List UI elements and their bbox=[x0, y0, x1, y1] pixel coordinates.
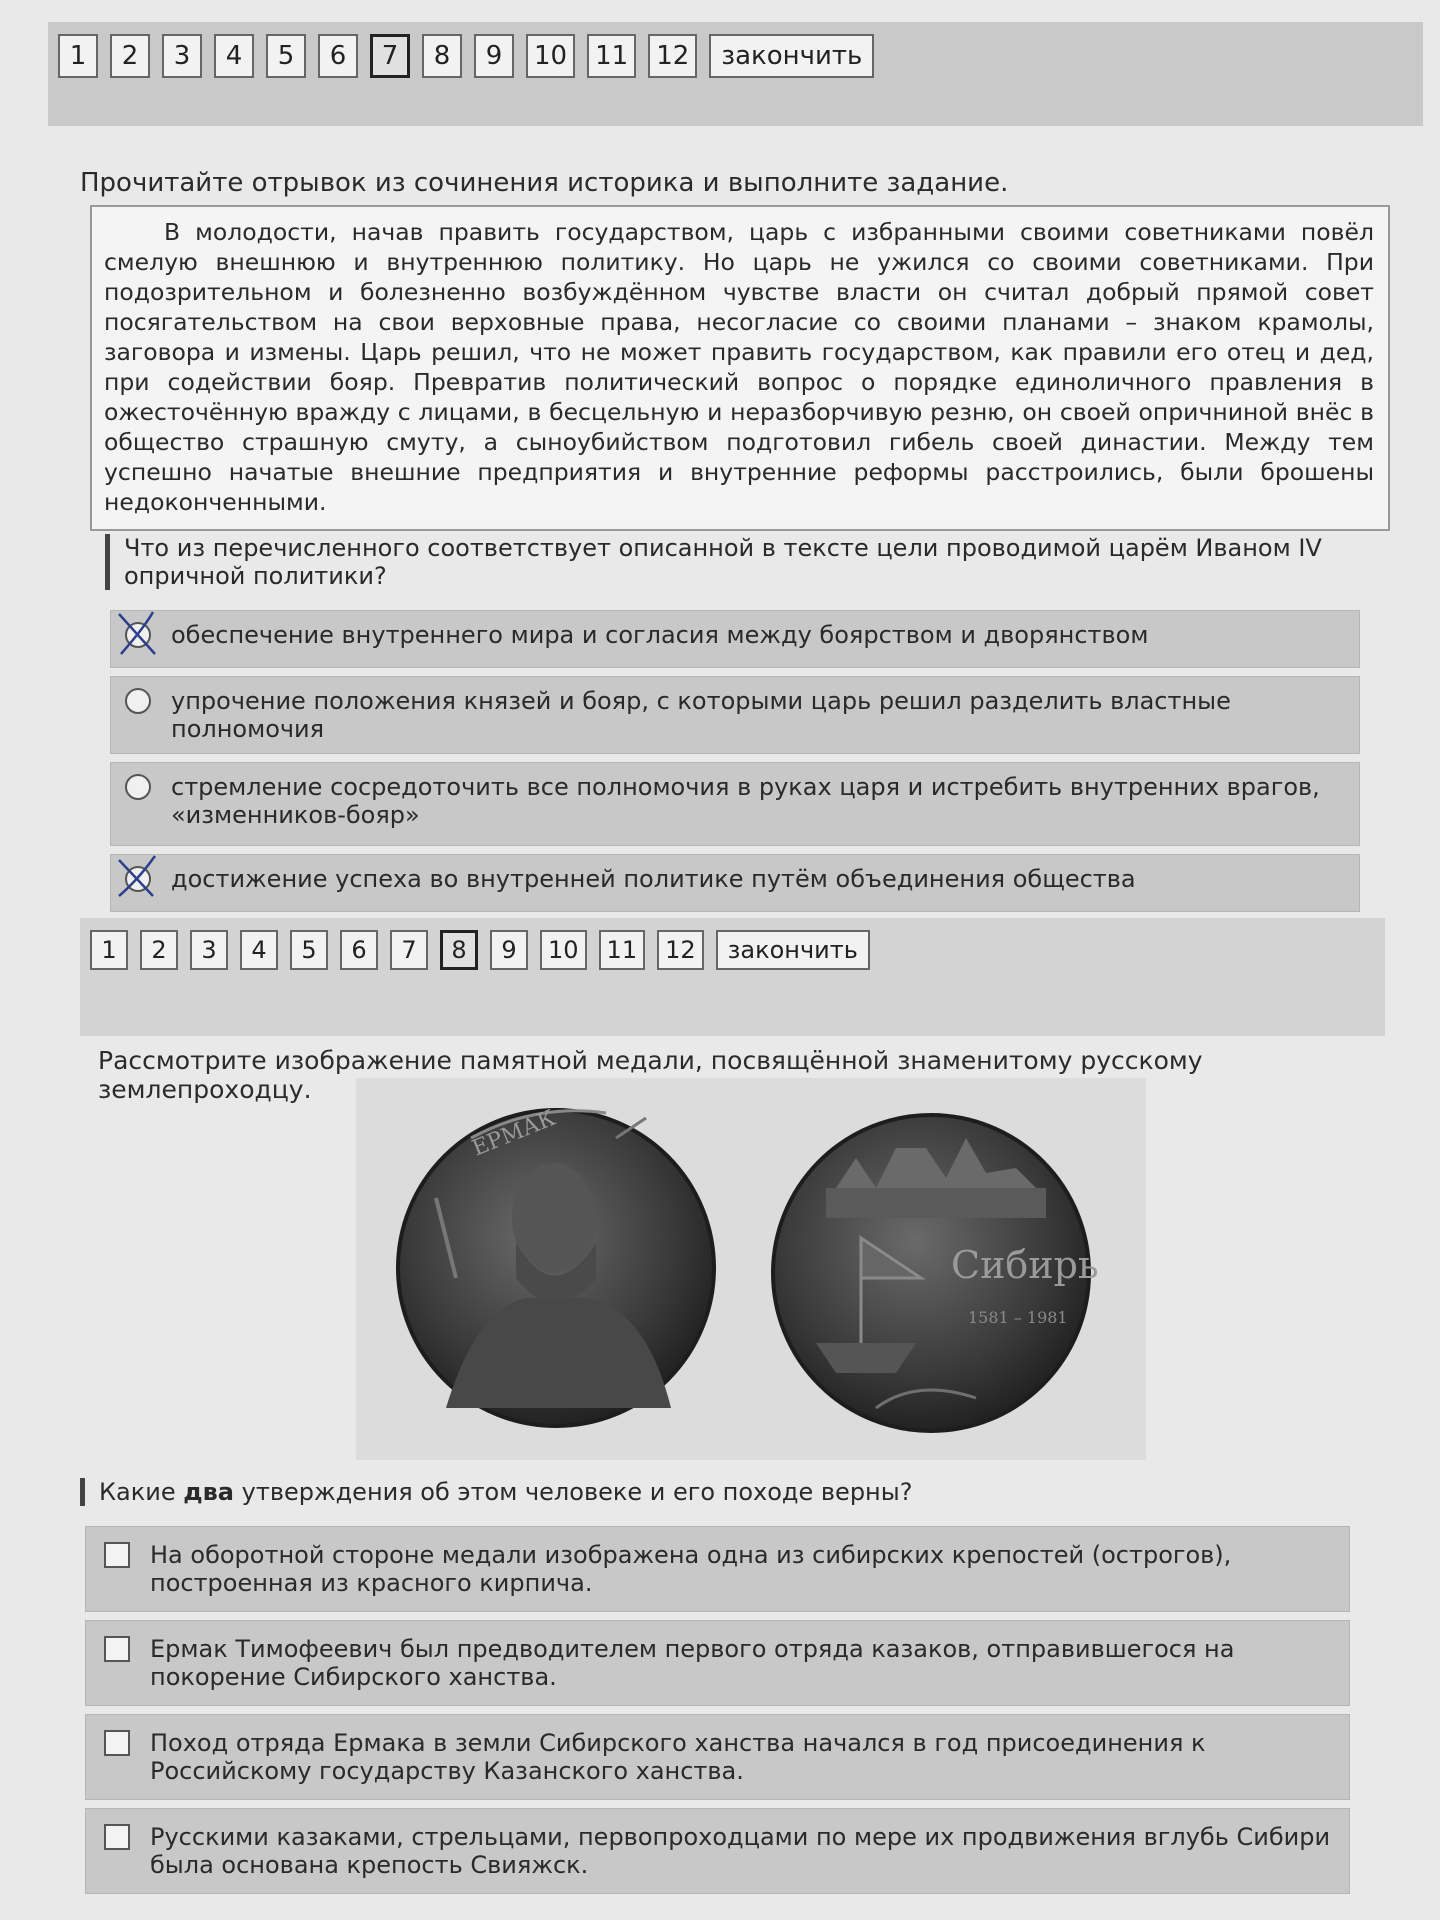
option-label: Поход отряда Ермака в земли Сибирского ханства начался в год присоединения к Российскому государству Казанского ханства. bbox=[150, 1729, 1206, 1785]
nav-question-4[interactable]: 4 bbox=[240, 930, 278, 970]
nav-question-5[interactable]: 5 bbox=[290, 930, 328, 970]
checkbox[interactable] bbox=[104, 1636, 132, 1664]
option-label: упрочение положения князей и бояр, с которыми царь решил разделить властные полномочия bbox=[171, 687, 1231, 743]
nav-question-9[interactable]: 9 bbox=[490, 930, 528, 970]
checkbox-square-icon bbox=[104, 1636, 130, 1662]
option-label: На оборотной стороне медали изображена одна из сибирских крепостей (острогов), построенная из красного кирпича. bbox=[150, 1541, 1232, 1597]
radio-button[interactable] bbox=[125, 688, 153, 716]
checkbox-option-2[interactable] bbox=[85, 1620, 1350, 1706]
nav-question-4[interactable]: 4 bbox=[214, 34, 254, 78]
nav-question-5[interactable]: 5 bbox=[266, 34, 306, 78]
medal-reverse-years: 1581 – 1981 bbox=[968, 1308, 1068, 1327]
nav-question-11[interactable]: 11 bbox=[599, 930, 646, 970]
option-label: стремление сосредоточить все полномочия в руках царя и истребить внутренних врагов, «изменников-бояр» bbox=[171, 773, 1320, 829]
radio-option-4[interactable] bbox=[110, 854, 1360, 912]
historian-passage: В молодости, начав править государством, царь с избранными своими советниками повёл смелую внешнюю и внутреннюю политику. Но царь не ужился со своими советниками. При подозрительном и болезненно возбуждённом чувстве власти он считал добрый прямой совет посягательством на свои верховные права, несогласие со своими планами – знаком крамолы, заговора и измены. Царь решил, что не может править государством, как правили его отец и дед, при содействии бояр. Превратив политический вопрос о порядке единоличного правления в ожесточённую вражду с лицами, в бесцельную и неразборчивую резню, он своей опричниной внёс в общество страшную смуту, а сыноубийством подготовил гибель своей династии. Между тем успешно начатые внешние предприятия и внутренние реформы расстроились, были брошены недоконченными. bbox=[90, 205, 1390, 531]
radio-circle-icon bbox=[125, 688, 151, 714]
pen-cross-mark-icon bbox=[115, 854, 159, 902]
radio-option-3[interactable] bbox=[110, 762, 1360, 846]
nav-question-2[interactable]: 2 bbox=[140, 930, 178, 970]
medal-reverse-inscription: Сибирь bbox=[951, 1243, 1099, 1287]
nav-question-9[interactable]: 9 bbox=[474, 34, 514, 78]
question-nav-middle bbox=[80, 918, 1385, 1036]
task1-options bbox=[110, 610, 1360, 912]
task2-question bbox=[80, 1478, 1380, 1506]
finish-button[interactable]: закончить bbox=[709, 34, 874, 78]
commemorative-medal-photo bbox=[356, 1078, 1146, 1460]
radio-option-2[interactable] bbox=[110, 676, 1360, 754]
task1-instruction: Прочитайте отрывок из сочинения историка и выполните задание. bbox=[80, 168, 1009, 198]
question-emphasis: два bbox=[183, 1478, 234, 1506]
option-label: Русскими казаками, стрельцами, первопроходцами по мере их продвижения вглубь Сибири была основана крепость Свияжск. bbox=[150, 1823, 1331, 1879]
nav-question-7-current[interactable]: 7 bbox=[370, 34, 410, 78]
question-text-end: утверждения об этом человеке и его походе верны? bbox=[234, 1478, 913, 1506]
option-label: достижение успеха во внутренней политике путём объединения общества bbox=[171, 865, 1136, 893]
medal-obverse bbox=[398, 1106, 714, 1426]
nav-question-6[interactable]: 6 bbox=[340, 930, 378, 970]
nav-question-1[interactable]: 1 bbox=[58, 34, 98, 78]
nav-question-8[interactable]: 8 bbox=[422, 34, 462, 78]
nav-question-3[interactable]: 3 bbox=[190, 930, 228, 970]
nav-question-12[interactable]: 12 bbox=[648, 34, 697, 78]
question-text-start: Какие bbox=[99, 1478, 184, 1506]
pen-cross-mark-icon bbox=[115, 610, 159, 658]
question-nav-row bbox=[58, 34, 1413, 78]
nav-question-8-current[interactable]: 8 bbox=[440, 930, 478, 970]
checkbox-square-icon bbox=[104, 1542, 130, 1568]
nav-question-11[interactable]: 11 bbox=[587, 34, 636, 78]
option-label: Ермак Тимофеевич был предводителем первого отряда казаков, отправившегося на покорение Сибирского ханства. bbox=[150, 1635, 1235, 1691]
task2-instruction: Рассмотрите изображение памятной медали, посвящённой знаменитому русскому землепроходцу. bbox=[98, 1046, 1203, 1104]
checkbox[interactable] bbox=[104, 1542, 132, 1570]
task2-options bbox=[85, 1526, 1350, 1894]
radio-circle-icon bbox=[125, 774, 151, 800]
option-label: обеспечение внутреннего мира и согласия между боярством и дворянством bbox=[171, 621, 1149, 649]
nav-question-6[interactable]: 6 bbox=[318, 34, 358, 78]
finish-button[interactable]: закончить bbox=[716, 930, 870, 970]
checkbox-option-1[interactable] bbox=[85, 1526, 1350, 1612]
radio-button[interactable] bbox=[125, 622, 153, 650]
medal-obverse-inscription: ЕРМАК bbox=[468, 1105, 559, 1162]
nav-question-12[interactable]: 12 bbox=[657, 930, 704, 970]
question-nav-top bbox=[48, 22, 1423, 126]
checkbox[interactable] bbox=[104, 1730, 132, 1758]
nav-question-1[interactable]: 1 bbox=[90, 930, 128, 970]
checkbox[interactable] bbox=[104, 1824, 132, 1852]
medal-illustration bbox=[356, 1078, 1146, 1460]
radio-option-1[interactable] bbox=[110, 610, 1360, 668]
checkbox-square-icon bbox=[104, 1824, 130, 1850]
nav-question-2[interactable]: 2 bbox=[110, 34, 150, 78]
nav-question-3[interactable]: 3 bbox=[162, 34, 202, 78]
nav-question-10[interactable]: 10 bbox=[540, 930, 587, 970]
checkbox-square-icon bbox=[104, 1730, 130, 1756]
task1-question: Что из перечисленного соответствует описанной в тексте цели проводимой царём Иваном IV опричной политики? bbox=[105, 534, 1400, 590]
nav-question-10[interactable]: 10 bbox=[526, 34, 575, 78]
nav-question-7[interactable]: 7 bbox=[390, 930, 428, 970]
radio-button[interactable] bbox=[125, 774, 153, 802]
radio-button[interactable] bbox=[125, 866, 153, 894]
checkbox-option-4[interactable] bbox=[85, 1808, 1350, 1894]
checkbox-option-3[interactable] bbox=[85, 1714, 1350, 1800]
question-nav-row bbox=[90, 930, 1375, 970]
